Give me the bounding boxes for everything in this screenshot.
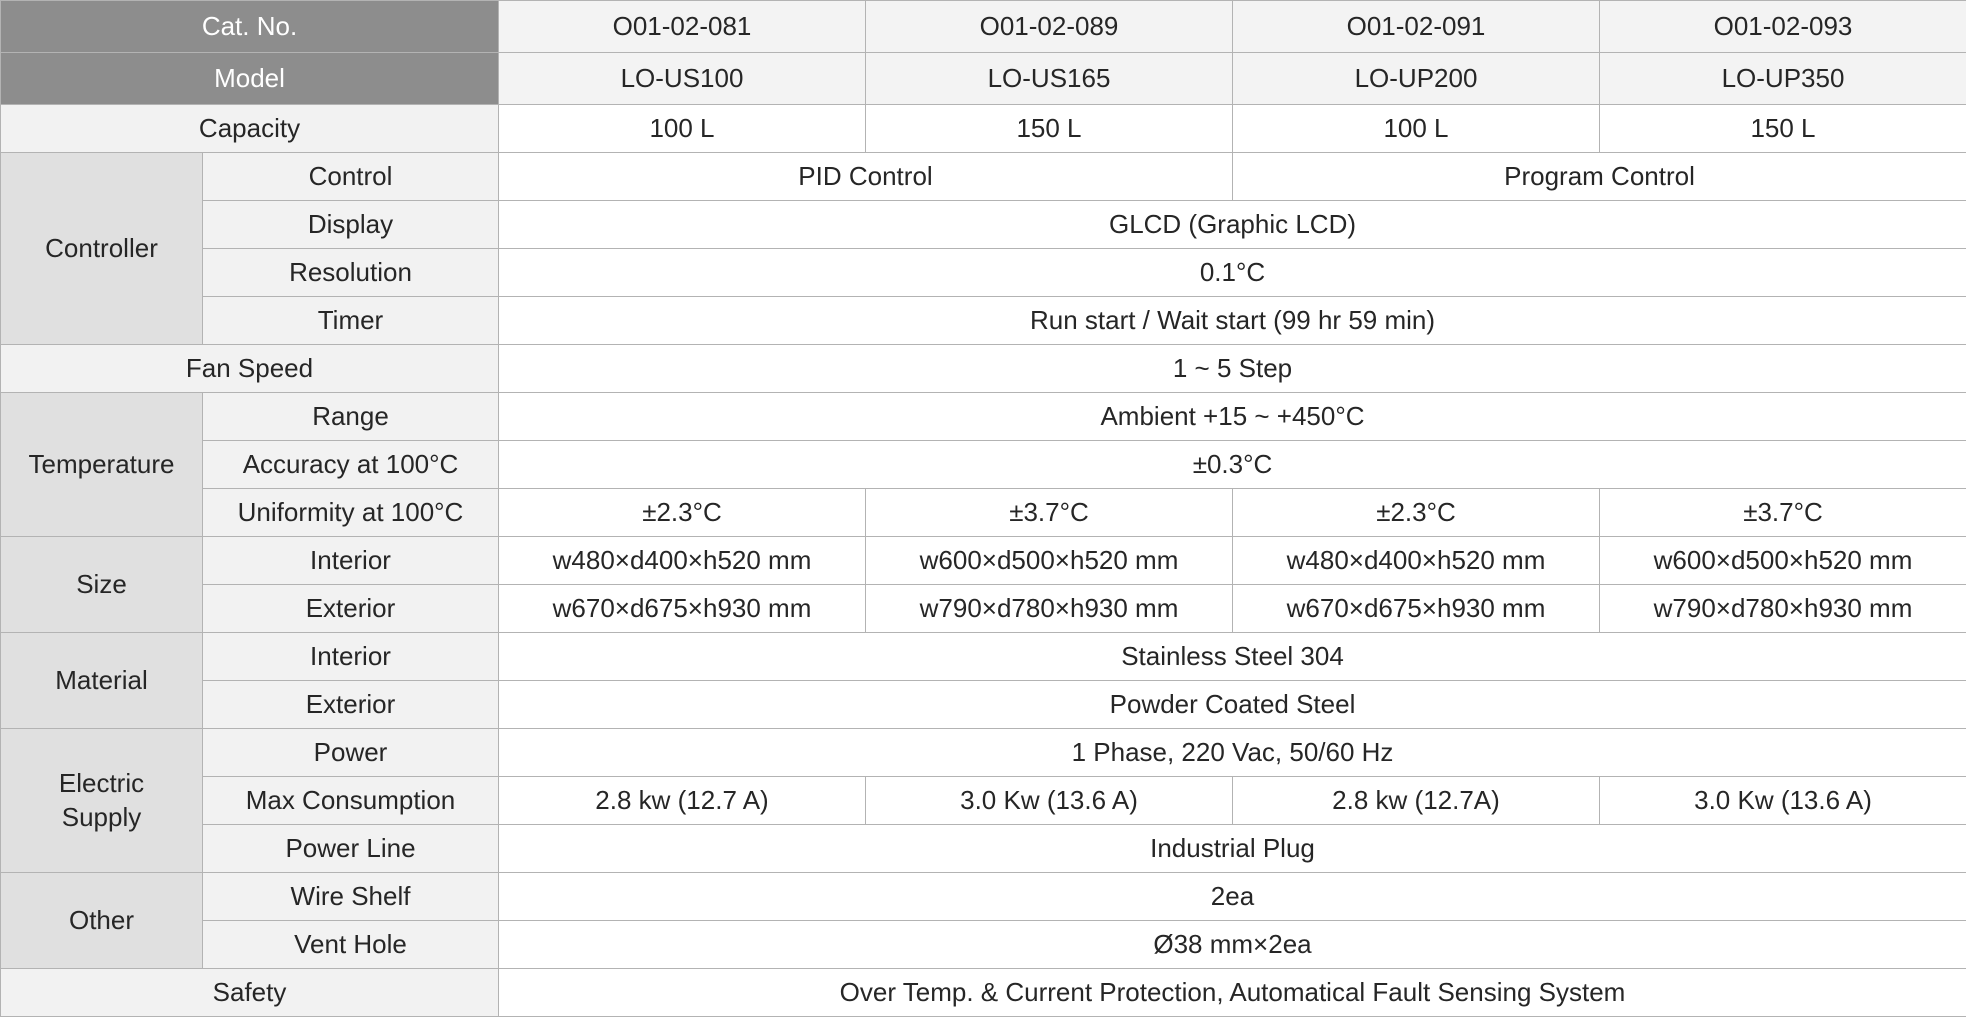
model-row bbox=[1, 53, 1966, 105]
size-exterior-cell: w670×d675×h930 mm bbox=[499, 585, 866, 633]
timer-label: Timer bbox=[203, 297, 499, 345]
size-interior-cell: w600×d500×h520 mm bbox=[1600, 537, 1966, 585]
fan-speed-cell: 1 ~ 5 Step bbox=[499, 345, 1966, 393]
display-cell: GLCD (Graphic LCD) bbox=[499, 201, 1966, 249]
power-line-cell: Industrial Plug bbox=[499, 825, 1966, 873]
max-consumption-cell: 2.8 kw (12.7A) bbox=[1233, 777, 1600, 825]
size-exterior-row bbox=[1, 585, 1966, 633]
cat-no-cell: O01-02-089 bbox=[866, 1, 1233, 53]
temperature-group-label: Temperature bbox=[1, 393, 203, 537]
vent-hole-label: Vent Hole bbox=[203, 921, 499, 969]
safety-row bbox=[1, 969, 1966, 1017]
power-label: Power bbox=[203, 729, 499, 777]
cat-no-cell: O01-02-081 bbox=[499, 1, 866, 53]
control-cell: PID Control bbox=[499, 153, 1233, 201]
capacity-cell: 150 L bbox=[866, 105, 1233, 153]
uniformity-cell: ±2.3°C bbox=[1233, 489, 1600, 537]
electric-supply-group-label bbox=[1, 729, 203, 873]
size-exterior-label: Exterior bbox=[203, 585, 499, 633]
electric-label-line1: Electric bbox=[58, 767, 145, 798]
other-wire-shelf-row bbox=[1, 873, 1966, 921]
cat-no-cell: O01-02-093 bbox=[1600, 1, 1966, 53]
uniformity-cell: ±2.3°C bbox=[499, 489, 866, 537]
range-cell: Ambient +15 ~ +450°C bbox=[499, 393, 1966, 441]
size-interior-label: Interior bbox=[203, 537, 499, 585]
material-exterior-row bbox=[1, 681, 1966, 729]
vent-hole-cell: Ø38 mm×2ea bbox=[499, 921, 1966, 969]
control-label: Control bbox=[203, 153, 499, 201]
size-interior-cell: w480×d400×h520 mm bbox=[1233, 537, 1600, 585]
material-group-label: Material bbox=[1, 633, 203, 729]
temperature-uniformity-row bbox=[1, 489, 1966, 537]
material-interior-row bbox=[1, 633, 1966, 681]
safety-cell: Over Temp. & Current Protection, Automatical Fault Sensing System bbox=[499, 969, 1966, 1017]
material-interior-label: Interior bbox=[203, 633, 499, 681]
control-cell: Program Control bbox=[1233, 153, 1966, 201]
size-exterior-cell: w790×d780×h930 mm bbox=[866, 585, 1233, 633]
display-label: Display bbox=[203, 201, 499, 249]
max-consumption-cell: 3.0 Kw (13.6 A) bbox=[1600, 777, 1966, 825]
cat-no-cell: O01-02-091 bbox=[1233, 1, 1600, 53]
model-cell: LO-US100 bbox=[499, 53, 866, 105]
electric-power-row bbox=[1, 729, 1966, 777]
model-cell: LO-UP350 bbox=[1600, 53, 1966, 105]
capacity-cell: 150 L bbox=[1600, 105, 1966, 153]
controller-timer-row bbox=[1, 297, 1966, 345]
resolution-cell: 0.1°C bbox=[499, 249, 1966, 297]
model-cell: LO-US165 bbox=[866, 53, 1233, 105]
controller-resolution-row bbox=[1, 249, 1966, 297]
power-cell: 1 Phase, 220 Vac, 50/60 Hz bbox=[499, 729, 1966, 777]
size-group-label: Size bbox=[1, 537, 203, 633]
other-vent-hole-row bbox=[1, 921, 1966, 969]
material-exterior-label: Exterior bbox=[203, 681, 499, 729]
fan-speed-row bbox=[1, 345, 1966, 393]
max-consumption-label: Max Consumption bbox=[203, 777, 499, 825]
controller-display-row bbox=[1, 201, 1966, 249]
timer-cell: Run start / Wait start (99 hr 59 min) bbox=[499, 297, 1966, 345]
cat-no-label: Cat. No. bbox=[1, 1, 499, 53]
capacity-cell: 100 L bbox=[499, 105, 866, 153]
capacity-row bbox=[1, 105, 1966, 153]
electric-consumption-row bbox=[1, 777, 1966, 825]
uniformity-cell: ±3.7°C bbox=[1600, 489, 1966, 537]
max-consumption-cell: 3.0 Kw (13.6 A) bbox=[866, 777, 1233, 825]
capacity-cell: 100 L bbox=[1233, 105, 1600, 153]
temperature-range-row bbox=[1, 393, 1966, 441]
model-label: Model bbox=[1, 53, 499, 105]
uniformity-cell: ±3.7°C bbox=[866, 489, 1233, 537]
electric-label-line2: Supply bbox=[61, 801, 142, 832]
temperature-accuracy-row bbox=[1, 441, 1966, 489]
wire-shelf-cell: 2ea bbox=[499, 873, 1966, 921]
size-interior-cell: w600×d500×h520 mm bbox=[866, 537, 1233, 585]
material-interior-cell: Stainless Steel 304 bbox=[499, 633, 1966, 681]
size-interior-cell: w480×d400×h520 mm bbox=[499, 537, 866, 585]
other-group-label: Other bbox=[1, 873, 203, 969]
resolution-label: Resolution bbox=[203, 249, 499, 297]
accuracy-cell: ±0.3°C bbox=[499, 441, 1966, 489]
uniformity-label: Uniformity at 100°C bbox=[203, 489, 499, 537]
size-exterior-cell: w790×d780×h930 mm bbox=[1600, 585, 1966, 633]
controller-group-label: Controller bbox=[1, 153, 203, 345]
max-consumption-cell: 2.8 kw (12.7 A) bbox=[499, 777, 866, 825]
model-cell: LO-UP200 bbox=[1233, 53, 1600, 105]
size-interior-row bbox=[1, 537, 1966, 585]
electric-power-line-row bbox=[1, 825, 1966, 873]
capacity-label: Capacity bbox=[1, 105, 499, 153]
fan-speed-label: Fan Speed bbox=[1, 345, 499, 393]
controller-control-row bbox=[1, 153, 1966, 201]
wire-shelf-label: Wire Shelf bbox=[203, 873, 499, 921]
size-exterior-cell: w670×d675×h930 mm bbox=[1233, 585, 1600, 633]
cat-no-row bbox=[1, 1, 1966, 53]
safety-label: Safety bbox=[1, 969, 499, 1017]
range-label: Range bbox=[203, 393, 499, 441]
accuracy-label: Accuracy at 100°C bbox=[203, 441, 499, 489]
material-exterior-cell: Powder Coated Steel bbox=[499, 681, 1966, 729]
power-line-label: Power Line bbox=[203, 825, 499, 873]
